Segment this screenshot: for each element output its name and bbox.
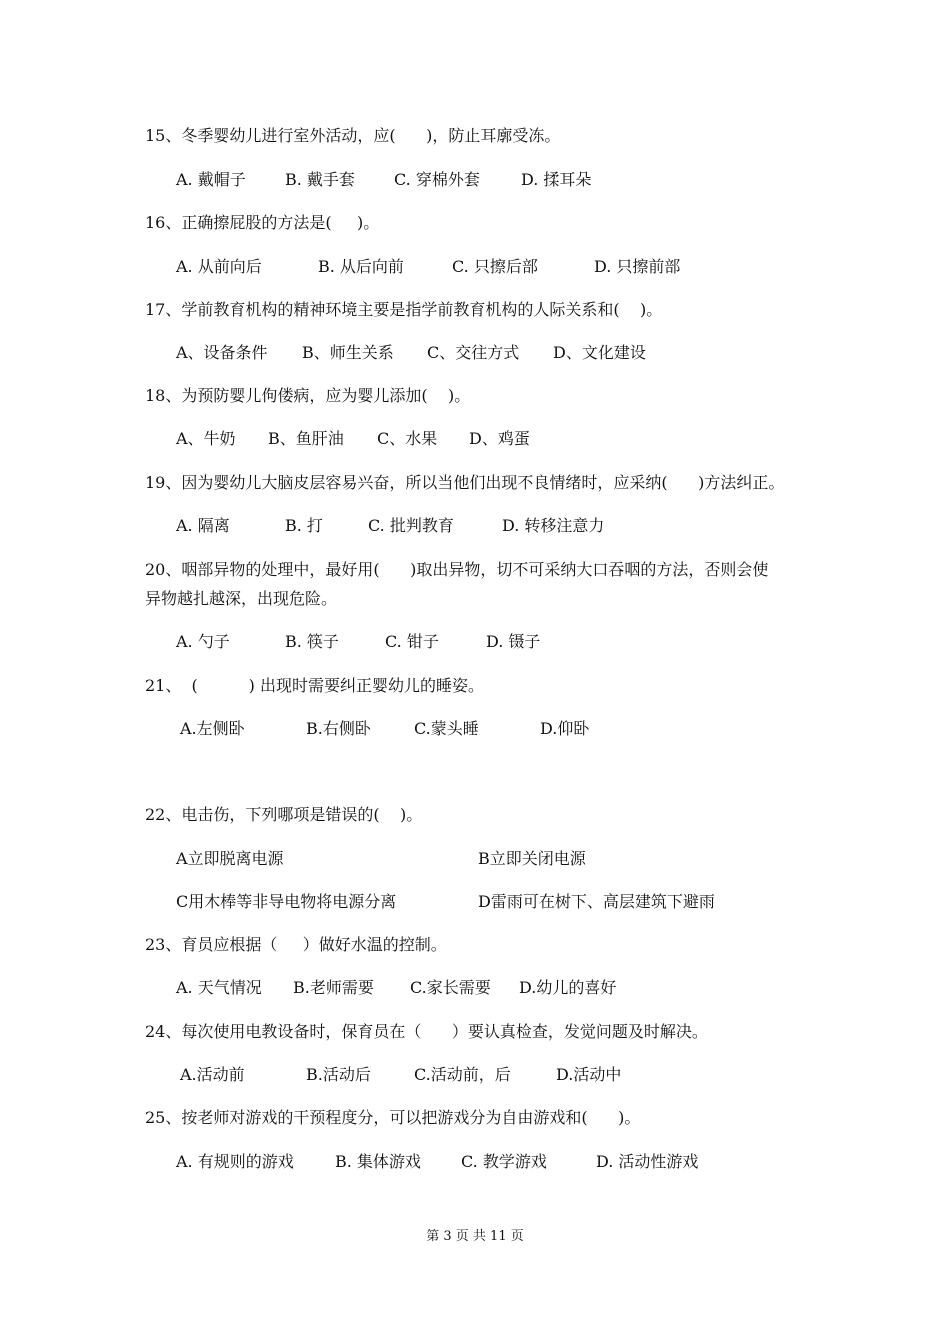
question-16-option-c: C. 只擦后部 (452, 257, 538, 276)
question-21-option-c: C.蒙头睡 (414, 719, 479, 738)
question-22-option-b: B立即关闭电源 (478, 849, 586, 868)
question-21-stem: 21、 ( ) 出现时需要纠正婴幼儿的睡姿。 (145, 676, 484, 695)
question-22-stem: 22、电击伤，下列哪项是错误的( )。 (145, 805, 423, 824)
question-25-option-c: C. 教学游戏 (461, 1152, 547, 1171)
question-17-option-d: D、文化建设 (553, 343, 646, 362)
question-18-stem: 18、为预防婴儿佝偻病，应为婴儿添加( )。 (145, 386, 471, 405)
question-24-option-d: D.活动中 (556, 1065, 622, 1084)
question-19-option-c: C. 批判教育 (368, 516, 454, 535)
question-24-option-b: B.活动后 (306, 1065, 371, 1084)
question-20-option-a: A. 勺子 (176, 632, 230, 651)
question-18-option-b: B、鱼肝油 (268, 429, 344, 448)
question-15-option-c: C. 穿棉外套 (394, 170, 480, 189)
question-23-option-a: A. 天气情况 (176, 978, 262, 997)
question-23-option-b: B.老师需要 (293, 978, 374, 997)
question-24-option-c: C.活动前，后 (414, 1065, 511, 1084)
question-20-option-c: C. 钳子 (385, 632, 439, 651)
question-22-option-c: C用木棒等非导电物将电源分离 (176, 892, 397, 911)
question-25-stem: 25、按老师对游戏的干预程度分，可以把游戏分为自由游戏和( )。 (145, 1108, 641, 1127)
question-18-option-c: C、水果 (377, 429, 438, 448)
question-17-option-b: B、师生关系 (302, 343, 394, 362)
question-19-option-a: A. 隔离 (176, 516, 230, 535)
question-16-option-a: A. 从前向后 (176, 257, 262, 276)
question-22-option-a: A立即脱离电源 (176, 849, 284, 868)
question-15-option-d: D. 揉耳朵 (521, 170, 592, 189)
question-16-stem: 16、正确擦屁股的方法是( )。 (145, 213, 380, 232)
page-number: 第 3 页 共 11 页 (426, 1229, 524, 1244)
question-25-option-d: D. 活动性游戏 (596, 1152, 699, 1171)
question-17-stem: 17、学前教育机构的精神环境主要是指学前教育机构的人际关系和( )。 (145, 300, 663, 319)
question-19-stem: 19、因为婴幼儿大脑皮层容易兴奋，所以当他们出现不良情绪时，应采纳( )方法纠正。 (145, 473, 785, 492)
question-23-option-c: C.家长需要 (410, 978, 491, 997)
question-22-option-d: D雷雨可在树下、高层建筑下避雨 (478, 892, 715, 911)
question-15-option-a: A. 戴帽子 (176, 170, 246, 189)
question-18-option-d: D、鸡蛋 (469, 429, 530, 448)
question-17-option-c: C、交往方式 (427, 343, 520, 362)
question-24-stem: 24、每次使用电教设备时，保育员在（ ）要认真检查，发觉问题及时解决。 (145, 1022, 708, 1041)
question-15-stem: 15、冬季婴幼儿进行室外活动，应( )，防止耳廓受冻。 (145, 126, 561, 145)
question-20-option-b: B. 筷子 (285, 632, 339, 651)
question-20-stem-line-2: 异物越扎越深，出现危险。 (145, 589, 338, 608)
question-21-option-d: D.仰卧 (540, 719, 590, 738)
question-23-stem: 23、育员应根据（ ）做好水温的控制。 (145, 935, 447, 954)
question-24-option-a: A.活动前 (180, 1065, 245, 1084)
question-16-option-b: B. 从后向前 (318, 257, 404, 276)
question-18-option-a: A、牛奶 (176, 429, 236, 448)
question-20-option-d: D. 镊子 (486, 632, 541, 651)
question-21-option-b: B.右侧卧 (306, 719, 371, 738)
question-20-stem-line-1: 20、咽部异物的处理中，最好用( )取出异物，切不可采纳大口吞咽的方法，否则会使 (145, 560, 769, 579)
question-23-option-d: D.幼儿的喜好 (519, 978, 617, 997)
question-25-option-a: A. 有规则的游戏 (176, 1152, 294, 1171)
question-21-option-a: A.左侧卧 (180, 719, 245, 738)
question-17-option-a: A、设备条件 (176, 343, 268, 362)
question-16-option-d: D. 只擦前部 (594, 257, 681, 276)
question-15-option-b: B. 戴手套 (285, 170, 355, 189)
question-19-option-b: B. 打 (285, 516, 323, 535)
question-19-option-d: D. 转移注意力 (502, 516, 605, 535)
question-25-option-b: B. 集体游戏 (335, 1152, 421, 1171)
